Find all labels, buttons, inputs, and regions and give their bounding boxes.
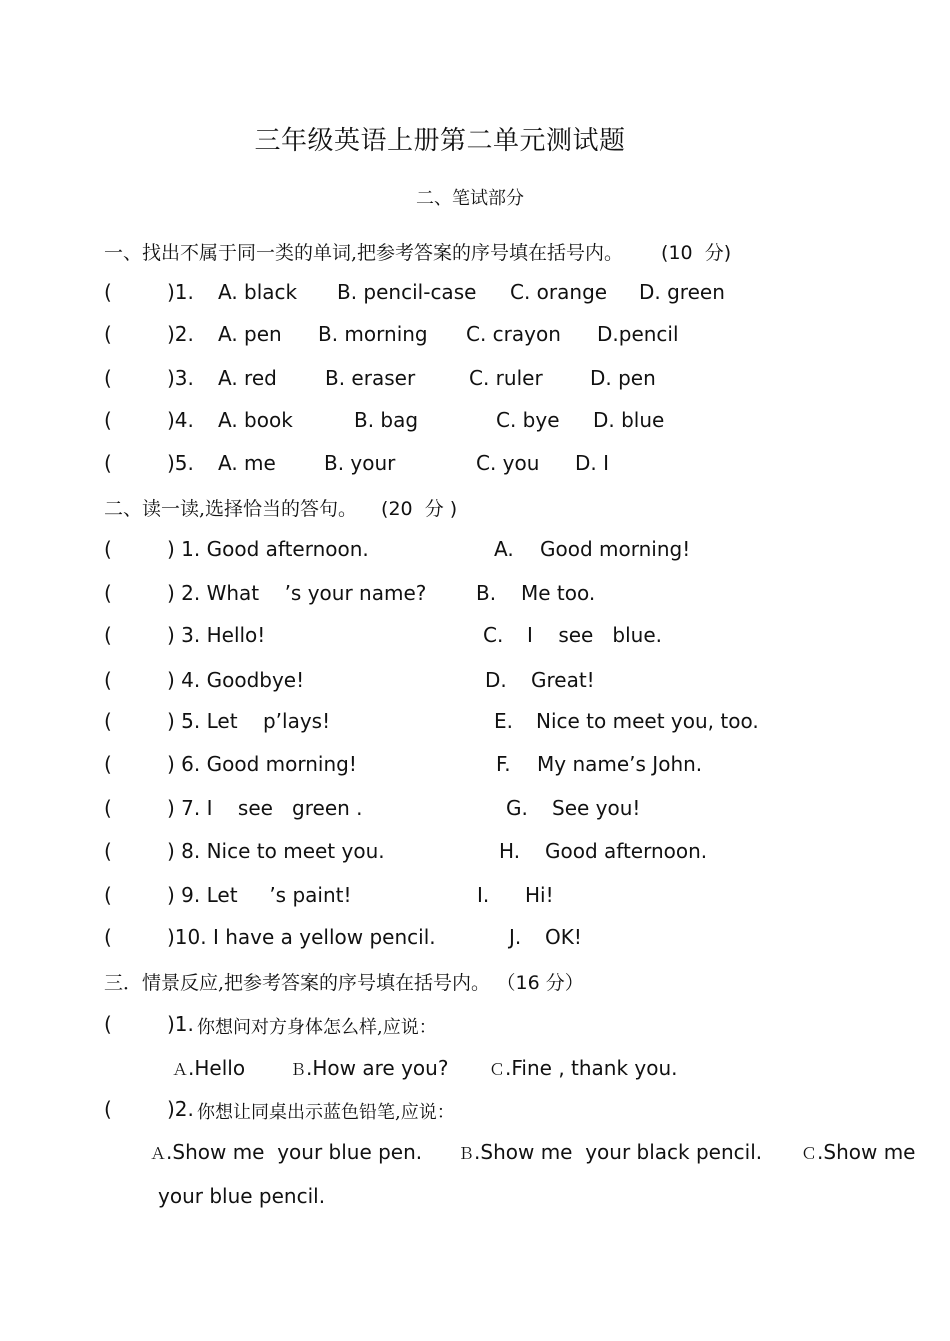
page-title: 三年级英语上册第二单元测试题 bbox=[254, 126, 626, 156]
choice-letter: Ｃ bbox=[489, 1060, 506, 1079]
answer-paren[interactable]: ( bbox=[104, 925, 112, 949]
choice-c-continued: your blue pencil. bbox=[158, 1184, 326, 1208]
section1-heading bbox=[104, 238, 731, 265]
question-text: ) 8. Nice to meet you. bbox=[167, 839, 385, 863]
option-d: D.pencil bbox=[597, 322, 679, 346]
option-b: B. pencil-case bbox=[337, 280, 477, 304]
choice-text: .Fine , thank you. bbox=[505, 1056, 678, 1080]
item-number: )5. bbox=[167, 451, 194, 475]
choice-b bbox=[458, 1140, 762, 1164]
answer-letter: A. bbox=[494, 537, 514, 561]
choice-text: .How are you? bbox=[306, 1056, 449, 1080]
item-number: )1. bbox=[167, 280, 194, 304]
answer-text: Good afternoon. bbox=[545, 839, 708, 863]
answer-text: See you! bbox=[552, 796, 641, 820]
option-d: D. blue bbox=[593, 408, 665, 432]
answer-paren[interactable]: ( bbox=[104, 709, 112, 733]
choice-letter: Ｂ bbox=[458, 1144, 475, 1163]
option-a: A. black bbox=[218, 280, 298, 304]
section2-heading bbox=[104, 494, 457, 521]
answer-paren[interactable]: ( bbox=[104, 322, 112, 346]
answer-letter: J. bbox=[509, 925, 522, 949]
answer-paren[interactable]: ( bbox=[104, 752, 112, 776]
item-number: )2. bbox=[167, 1097, 194, 1121]
answer-letter: F. bbox=[496, 752, 511, 776]
answer-paren[interactable]: ( bbox=[104, 796, 112, 820]
choice-c bbox=[489, 1056, 678, 1080]
answer-paren[interactable]: ( bbox=[104, 623, 112, 647]
item-number: )4. bbox=[167, 408, 194, 432]
choice-a bbox=[150, 1140, 422, 1164]
choice-letter: Ｃ bbox=[801, 1144, 818, 1163]
option-a: A. me bbox=[218, 451, 276, 475]
choice-text: .Show me bbox=[817, 1140, 916, 1164]
choice-c bbox=[801, 1140, 915, 1164]
option-c: C. bye bbox=[496, 408, 560, 432]
item-number: )3. bbox=[167, 366, 194, 390]
answer-text: Me too. bbox=[521, 581, 596, 605]
option-a: A. pen bbox=[218, 322, 282, 346]
answer-text: Good morning! bbox=[540, 537, 691, 561]
answer-paren[interactable]: ( bbox=[104, 581, 112, 605]
choice-b bbox=[290, 1056, 448, 1080]
option-c: C. orange bbox=[510, 280, 608, 304]
choice-text: .Show me your blue pen. bbox=[166, 1140, 423, 1164]
choice-letter: Ａ bbox=[172, 1060, 189, 1079]
answer-letter: E. bbox=[494, 709, 513, 733]
section3-heading-text: 三．情景反应,把参考答案的序号填在括号内。 bbox=[104, 972, 491, 994]
answer-text: I see blue. bbox=[527, 623, 663, 647]
option-b: B. bag bbox=[354, 408, 419, 432]
section1-heading-text: 一、找出不属于同一类的单词,把参考答案的序号填在括号内。 bbox=[104, 242, 624, 264]
answer-text: Hi! bbox=[525, 883, 554, 907]
answer-text: My name’s John. bbox=[537, 752, 703, 776]
answer-paren[interactable]: ( bbox=[104, 451, 112, 475]
answer-paren[interactable]: ( bbox=[104, 883, 112, 907]
option-c: C. you bbox=[476, 451, 540, 475]
question-text: ) 9. Let ’s paint! bbox=[167, 883, 352, 907]
section-subtitle: 二、笔试部分 bbox=[416, 188, 524, 209]
option-b: B. morning bbox=[318, 322, 428, 346]
answer-letter: I. bbox=[477, 883, 490, 907]
choice-text: .Show me your black pencil. bbox=[474, 1140, 763, 1164]
answer-text: Nice to meet you, too. bbox=[536, 709, 759, 733]
item-number: )1. bbox=[167, 1012, 194, 1036]
question-prompt: 你想问对方身体怎么样,应说： bbox=[197, 1017, 437, 1038]
answer-paren[interactable]: ( bbox=[104, 280, 112, 304]
answer-paren[interactable]: ( bbox=[104, 408, 112, 432]
choice-letter: Ａ bbox=[150, 1144, 167, 1163]
answer-paren[interactable]: ( bbox=[104, 537, 112, 561]
option-d: D. pen bbox=[590, 366, 656, 390]
question-text: ) 5. Let p’lays! bbox=[167, 709, 331, 733]
question-text: ) 3. Hello! bbox=[167, 623, 266, 647]
answer-paren[interactable]: ( bbox=[104, 839, 112, 863]
section2-heading-text: 二、读一读,选择恰当的答句。 bbox=[104, 498, 358, 520]
option-c: C. ruler bbox=[469, 366, 543, 390]
answer-text: Great! bbox=[531, 668, 595, 692]
answer-paren[interactable]: ( bbox=[104, 1012, 112, 1036]
answer-paren[interactable]: ( bbox=[104, 668, 112, 692]
section1-points: (10 分) bbox=[661, 242, 732, 264]
option-a: A. red bbox=[218, 366, 277, 390]
option-b: B. your bbox=[324, 451, 396, 475]
question-text: ) 4. Goodbye! bbox=[167, 668, 305, 692]
answer-letter: H. bbox=[499, 839, 521, 863]
choice-text: .Hello bbox=[188, 1056, 246, 1080]
item-number: )2. bbox=[167, 322, 194, 346]
answer-letter: C. bbox=[483, 623, 504, 647]
answer-letter: D. bbox=[485, 668, 507, 692]
answer-letter: G. bbox=[506, 796, 528, 820]
section2-points: (20 分 ) bbox=[381, 498, 458, 520]
answer-letter: B. bbox=[476, 581, 497, 605]
answer-text: OK! bbox=[545, 925, 582, 949]
choice-a bbox=[172, 1056, 245, 1080]
option-b: B. eraser bbox=[325, 366, 416, 390]
option-a: A. book bbox=[218, 408, 293, 432]
section3-heading bbox=[104, 968, 584, 995]
question-text: ) 7. I see green . bbox=[167, 796, 363, 820]
choice-letter: Ｂ bbox=[290, 1060, 307, 1079]
question-prompt: 你想让同桌出示蓝色铅笔,应说： bbox=[197, 1102, 455, 1123]
option-c: C. crayon bbox=[466, 322, 561, 346]
section3-points: （16 分） bbox=[506, 972, 584, 994]
answer-paren[interactable]: ( bbox=[104, 366, 112, 390]
option-d: D. I bbox=[575, 451, 610, 475]
question-text: ) 1. Good afternoon. bbox=[167, 537, 369, 561]
question-text: ) 6. Good morning! bbox=[167, 752, 357, 776]
answer-paren[interactable]: ( bbox=[104, 1097, 112, 1121]
question-text: )10. I have a yellow pencil. bbox=[167, 925, 436, 949]
question-text: ) 2. What ’s your name? bbox=[167, 581, 427, 605]
option-d: D. green bbox=[639, 280, 725, 304]
